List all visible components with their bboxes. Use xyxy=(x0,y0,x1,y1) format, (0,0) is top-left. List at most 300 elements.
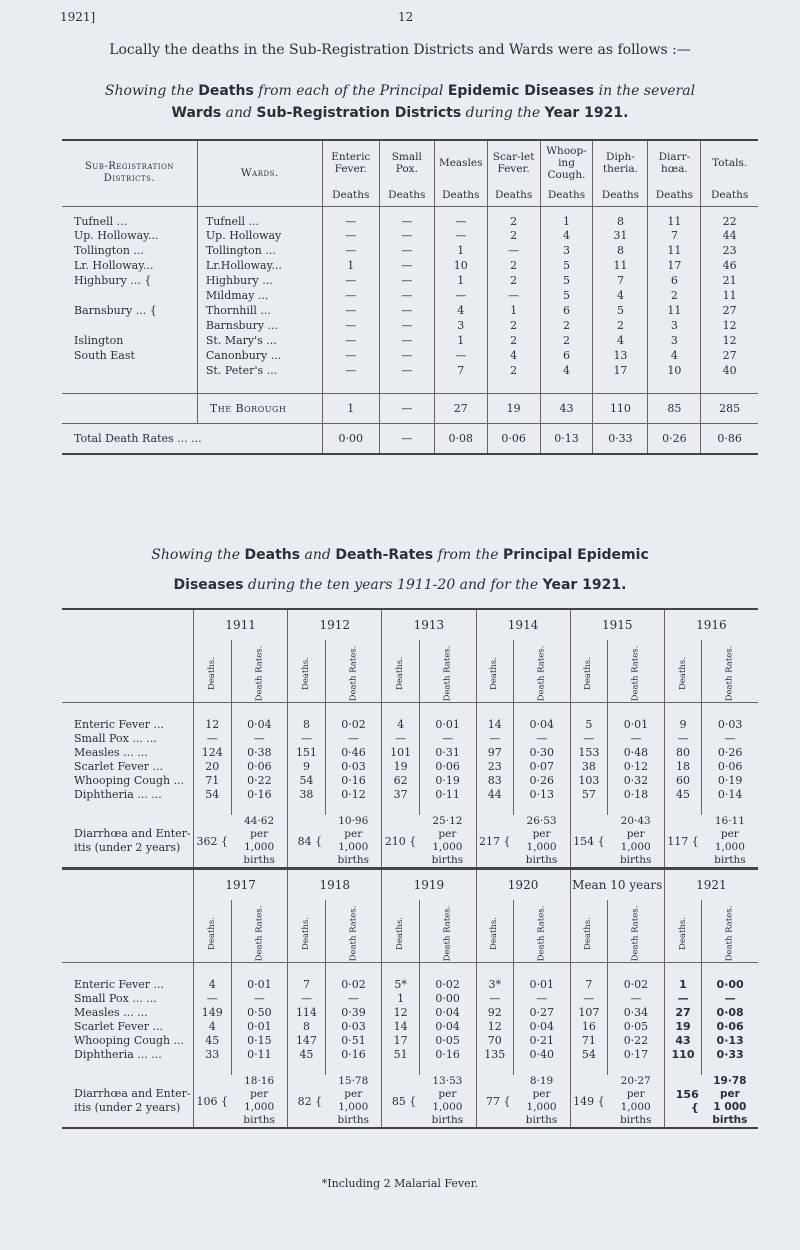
cell: 2 xyxy=(487,273,540,288)
cell: 0·06 xyxy=(231,759,288,773)
disease-row xyxy=(62,1033,758,1047)
cell: 9 xyxy=(288,759,325,773)
year-header: 1911 xyxy=(194,609,288,640)
cell: 4 xyxy=(540,228,593,243)
cell: 51 xyxy=(382,1047,419,1061)
cell: — xyxy=(322,363,379,378)
cell: 2 xyxy=(540,318,593,333)
cell: 77 { xyxy=(476,1075,513,1128)
year-header: Mean 10 years xyxy=(570,869,664,900)
cell: 0·26 xyxy=(513,773,570,787)
cell: 71 xyxy=(570,1033,607,1047)
cell: 13 xyxy=(593,348,648,363)
cell: 151 xyxy=(288,745,325,759)
year-header: 1914 xyxy=(476,609,570,640)
ward-row xyxy=(62,258,758,273)
cell: 0·19 xyxy=(419,773,476,787)
cell: — xyxy=(570,991,607,1005)
cell: 0·03 xyxy=(325,759,382,773)
cell: 2 xyxy=(540,333,593,348)
year-header: 1913 xyxy=(382,609,476,640)
district-name: Lr. Holloway... xyxy=(74,259,154,272)
cell: 0·00 xyxy=(419,991,476,1005)
cell: 0·18 xyxy=(608,787,665,801)
cell: 43 xyxy=(664,1033,701,1047)
cell: 11 xyxy=(593,258,648,273)
cell: 0·06 xyxy=(419,759,476,773)
cell: 80 xyxy=(664,745,701,759)
cell: 0·01 xyxy=(608,717,665,731)
cell: 11 xyxy=(648,303,701,318)
diarrhoea-row xyxy=(62,1075,758,1128)
disease-label: Diphtheria ... ... xyxy=(74,1047,162,1061)
cell: 37 xyxy=(382,787,419,801)
cell: — xyxy=(434,288,487,303)
cell: 54 xyxy=(288,773,325,787)
cell: 5* xyxy=(382,977,419,991)
rates-subheader: Death Rates. xyxy=(442,905,453,961)
cell: 2 xyxy=(487,206,540,228)
cell: — xyxy=(322,318,379,333)
cell: 1 xyxy=(434,333,487,348)
rates-table-1911-1916 xyxy=(62,608,758,869)
deaths-label: Deaths xyxy=(701,184,758,206)
cell: 0·05 xyxy=(608,1019,665,1033)
ward-row xyxy=(62,273,758,288)
disease-row xyxy=(62,1047,758,1061)
cell: 15·78 per 1,000 births xyxy=(337,1075,369,1126)
deaths-label: Deaths xyxy=(593,184,648,206)
ward-row xyxy=(62,206,758,228)
cell: 3 xyxy=(648,333,701,348)
cell: — xyxy=(434,348,487,363)
cell: 147 xyxy=(288,1033,325,1047)
disease-row xyxy=(62,977,758,991)
cell: 0·15 xyxy=(231,1033,288,1047)
cell: — xyxy=(194,731,231,745)
cell: 0·08 xyxy=(702,1005,758,1019)
ward-row xyxy=(62,363,758,378)
cell: 4 xyxy=(593,333,648,348)
cell: 124 xyxy=(194,745,231,759)
cell: — xyxy=(379,348,434,363)
cell: 44 xyxy=(701,228,758,243)
cell: 45 xyxy=(664,787,701,801)
col-wards: Wards. xyxy=(197,140,322,206)
rates-table-1917-1921 xyxy=(62,868,758,1129)
cell: — xyxy=(322,348,379,363)
cell: 0·51 xyxy=(325,1033,382,1047)
cell: 0·46 xyxy=(325,745,382,759)
cell: 19 xyxy=(382,759,419,773)
cell: 46 xyxy=(701,258,758,273)
footnote: *Including 2 Malarial Fever. xyxy=(321,1177,479,1190)
cell: 10 xyxy=(648,363,701,378)
cell: 0·13 xyxy=(702,1033,758,1047)
cell: 54 xyxy=(194,787,231,801)
cell: 154 { xyxy=(570,815,607,868)
cell: 0·01 xyxy=(419,717,476,731)
cell: — xyxy=(382,731,419,745)
deaths-label: Deaths xyxy=(487,184,540,206)
deaths-label: Deaths xyxy=(648,184,701,206)
cell: 6 xyxy=(540,348,593,363)
disease-label: Enteric Fever ... xyxy=(74,977,164,991)
cell: — xyxy=(664,991,701,1005)
cell: 8 xyxy=(593,243,648,258)
ward-row xyxy=(62,318,758,333)
cell: — xyxy=(476,731,513,745)
cell: — xyxy=(608,991,665,1005)
cell: 0·34 xyxy=(608,1005,665,1019)
cell: — xyxy=(379,303,434,318)
disease-label: Whooping Cough ... xyxy=(74,773,185,787)
cell: 7 xyxy=(288,977,325,991)
cell: 217 { xyxy=(476,815,513,868)
cell: 45 xyxy=(288,1047,325,1061)
cell: 7 xyxy=(593,273,648,288)
cell: 83 xyxy=(476,773,513,787)
cell: — xyxy=(702,731,758,745)
cell: 4 xyxy=(593,288,648,303)
table2-caption: Showing the Deaths and Death-Rates from the Principal Epidemic Diseases during the ten years 1911-20 and for the Year 1921. xyxy=(151,547,649,593)
cell: 19 xyxy=(664,1019,701,1033)
cell: 2 xyxy=(487,318,540,333)
year-header: 1921 xyxy=(664,869,758,900)
cell: 60 xyxy=(664,773,701,787)
disease-row xyxy=(62,1005,758,1019)
cell: 4 xyxy=(487,348,540,363)
cell: 0·00 xyxy=(702,977,758,991)
cell: 153 xyxy=(570,745,607,759)
cell: 3 xyxy=(434,318,487,333)
cell: 22 xyxy=(701,206,758,228)
cell: — xyxy=(702,991,758,1005)
cell: 4 xyxy=(648,348,701,363)
cell: 27 xyxy=(664,1005,701,1019)
cell: 10 xyxy=(434,258,487,273)
cell: — xyxy=(570,731,607,745)
cell: 0·07 xyxy=(513,759,570,773)
cell: 0·48 xyxy=(608,745,665,759)
ward-row xyxy=(62,288,758,303)
cell: 21 xyxy=(701,273,758,288)
ward-name: Tollington ... xyxy=(197,243,322,258)
cell: 0·22 xyxy=(231,773,288,787)
year-header: 1912 xyxy=(288,609,382,640)
cell: 2 xyxy=(648,288,701,303)
disease-row xyxy=(62,759,758,773)
wards-deaths-table xyxy=(62,139,758,455)
cell: 10·96 per 1,000 births xyxy=(337,815,369,866)
cell: 17 xyxy=(382,1033,419,1047)
cell: 18 xyxy=(664,759,701,773)
deaths-subheader: Deaths. xyxy=(583,916,594,950)
deaths-subheader: Deaths. xyxy=(300,656,311,690)
cell: — xyxy=(379,258,434,273)
year-header: 1918 xyxy=(288,869,382,900)
cell: 19·78 per 1 000 births xyxy=(712,1075,748,1126)
cell: 0·11 xyxy=(419,787,476,801)
cell: 5 xyxy=(540,258,593,273)
cell: 20·43 per 1,000 births xyxy=(619,815,652,866)
cell: 23 xyxy=(701,243,758,258)
cell: 5 xyxy=(540,273,593,288)
cell: 0·27 xyxy=(513,1005,570,1019)
cell: 44 xyxy=(476,787,513,801)
cell: 1 xyxy=(487,303,540,318)
table1-caption: Showing the Deaths from each of the Principal Epidemic Diseases in the several Wards and Sub-Registration Districts during the Year 1921. xyxy=(104,83,696,121)
cell: — xyxy=(379,243,434,258)
cell: — xyxy=(379,273,434,288)
cell: 40 xyxy=(701,363,758,378)
deaths-label: Deaths xyxy=(434,184,487,206)
cell: 0·02 xyxy=(325,717,382,731)
col-diphtheria: Diph-theria. xyxy=(593,140,648,184)
cell: — xyxy=(434,228,487,243)
deaths-subheader: Deaths. xyxy=(583,656,594,690)
ward-row xyxy=(62,348,758,363)
borough-row: The Borough 1 — 27 19 43 110 85 285 xyxy=(62,394,758,424)
ward-row xyxy=(62,333,758,348)
cell: — xyxy=(379,228,434,243)
intro-text: Locally the deaths in the Sub-Registration Districts and Wards were as follows :— xyxy=(109,42,691,58)
district-name: Barnsbury ... { xyxy=(74,304,157,317)
ward-name: Mildmay ... xyxy=(197,288,322,303)
cell: 7 xyxy=(648,228,701,243)
cell: 117 { xyxy=(664,815,701,868)
cell: 5 xyxy=(540,288,593,303)
ward-name: Lr.Holloway... xyxy=(197,258,322,273)
cell: — xyxy=(325,731,382,745)
disease-label: Scarlet Fever ... xyxy=(74,1019,163,1033)
rates-subheader: Death Rates. xyxy=(724,905,735,961)
deaths-subheader: Deaths. xyxy=(677,916,688,950)
cell: 0·16 xyxy=(325,1047,382,1061)
cell: 3 xyxy=(540,243,593,258)
district-name xyxy=(62,288,197,303)
ward-row xyxy=(62,228,758,243)
disease-label: Scarlet Fever ... xyxy=(74,759,163,773)
cell: 1 xyxy=(434,243,487,258)
cell: 0·12 xyxy=(325,787,382,801)
cell: 0·17 xyxy=(608,1047,665,1061)
page-number: 12 xyxy=(398,10,414,24)
cell: 17 xyxy=(593,363,648,378)
cell: 107 xyxy=(570,1005,607,1019)
diarrhoea-row xyxy=(62,815,758,868)
col-whooping: Whoop-ing Cough. xyxy=(540,140,593,184)
deaths-subheader: Deaths. xyxy=(395,916,406,950)
cell: — xyxy=(476,991,513,1005)
cell: 0·12 xyxy=(608,759,665,773)
cell: 0·50 xyxy=(231,1005,288,1019)
deaths-subheader: Deaths. xyxy=(489,916,500,950)
deaths-subheader: Deaths. xyxy=(206,656,217,690)
rates-subheader: Death Rates. xyxy=(630,905,641,961)
ward-name: Canonbury ... xyxy=(197,348,322,363)
cell: 12 xyxy=(701,333,758,348)
cell: 0·16 xyxy=(231,787,288,801)
cell: 0·30 xyxy=(513,745,570,759)
cell: 14 xyxy=(382,1019,419,1033)
cell: 85 { xyxy=(382,1075,419,1128)
cell: 6 xyxy=(648,273,701,288)
cell: 0·05 xyxy=(419,1033,476,1047)
cell: 17 xyxy=(648,258,701,273)
cell: 0·38 xyxy=(231,745,288,759)
rates-subheader: Death Rates. xyxy=(536,645,547,701)
cell: 0·26 xyxy=(702,745,758,759)
cell: 0·06 xyxy=(702,1019,758,1033)
cell: 2 xyxy=(487,333,540,348)
cell: — xyxy=(664,731,701,745)
cell: 0·22 xyxy=(608,1033,665,1047)
cell: 0·31 xyxy=(419,745,476,759)
cell: 3* xyxy=(476,977,513,991)
ward-row xyxy=(62,243,758,258)
cell: — xyxy=(379,363,434,378)
cell: 82 { xyxy=(288,1075,325,1128)
cell: 8 xyxy=(288,1019,325,1033)
cell: — xyxy=(322,333,379,348)
col-enteric: Enteric Fever. xyxy=(322,140,379,184)
cell: 54 xyxy=(570,1047,607,1061)
ward-name: St. Peter's ... xyxy=(197,363,322,378)
deaths-subheader: Deaths. xyxy=(489,656,500,690)
cell: 92 xyxy=(476,1005,513,1019)
cell: 7 xyxy=(434,363,487,378)
ward-name: Up. Holloway xyxy=(197,228,322,243)
cell: 5 xyxy=(570,717,607,731)
disease-row xyxy=(62,787,758,801)
cell: 1 xyxy=(322,258,379,273)
cell: — xyxy=(513,731,570,745)
disease-row xyxy=(62,731,758,745)
cell: 110 xyxy=(664,1047,701,1061)
cell: — xyxy=(322,273,379,288)
cell: 0·06 xyxy=(702,759,758,773)
cell: 3 xyxy=(648,318,701,333)
cell: 0·16 xyxy=(419,1047,476,1061)
header-year: 1921] xyxy=(60,10,96,24)
cell: 1 xyxy=(382,991,419,1005)
cell: 11 xyxy=(648,243,701,258)
cell: 0·04 xyxy=(513,1019,570,1033)
ward-name: Thornhill ... xyxy=(197,303,322,318)
col-scarlet: Scar-let Fever. xyxy=(487,140,540,184)
rates-subheader: Death Rates. xyxy=(253,645,264,701)
disease-label: Measles ... ... xyxy=(74,1005,148,1019)
cell: 149 xyxy=(194,1005,231,1019)
cell: — xyxy=(487,288,540,303)
cell: 106 { xyxy=(194,1075,231,1128)
cell: 0·04 xyxy=(231,717,288,731)
cell: 156 { xyxy=(664,1075,701,1128)
cell: 2 xyxy=(487,228,540,243)
district-name xyxy=(62,318,197,333)
total-death-rates-row: Total Death Rates ... ... 0·00 — 0·08 0·06 0·13 0·33 0·26 0·86 xyxy=(62,424,758,454)
disease-label: Small Pox ... ... xyxy=(74,731,157,745)
cell: — xyxy=(194,991,231,1005)
cell: 1 xyxy=(540,206,593,228)
ward-name: Barnsbury ... xyxy=(197,318,322,333)
rates-subheader: Death Rates. xyxy=(536,905,547,961)
cell: 33 xyxy=(194,1047,231,1061)
year-header: 1919 xyxy=(382,869,476,900)
cell: 0·04 xyxy=(419,1005,476,1019)
disease-row xyxy=(62,773,758,787)
cell: 114 xyxy=(288,1005,325,1019)
rates-subheader: Death Rates. xyxy=(348,905,359,961)
disease-label: Enteric Fever ... xyxy=(74,717,164,731)
cell: 8 xyxy=(288,717,325,731)
col-diarrhoea: Diarr-hœa. xyxy=(648,140,701,184)
cell: 12 xyxy=(194,717,231,731)
cell: — xyxy=(419,731,476,745)
cell: 26·53 per 1,000 births xyxy=(525,815,558,866)
district-name: Islington xyxy=(74,334,124,347)
cell: — xyxy=(231,991,288,1005)
cell: 23 xyxy=(476,759,513,773)
cell: — xyxy=(379,318,434,333)
ward-name: Tufnell ... xyxy=(197,206,322,228)
disease-row xyxy=(62,745,758,759)
cell: 70 xyxy=(476,1033,513,1047)
cell: 0·21 xyxy=(513,1033,570,1047)
cell: 4 xyxy=(194,1019,231,1033)
cell: 9 xyxy=(664,717,701,731)
cell: 0·04 xyxy=(513,717,570,731)
cell: 149 { xyxy=(570,1075,607,1128)
cell: 57 xyxy=(570,787,607,801)
cell: 8 xyxy=(593,206,648,228)
cell: 62 xyxy=(382,773,419,787)
cell: 31 xyxy=(593,228,648,243)
cell: 20 xyxy=(194,759,231,773)
cell: 101 xyxy=(382,745,419,759)
cell: 12 xyxy=(382,1005,419,1019)
cell: 103 xyxy=(570,773,607,787)
cell: 0·01 xyxy=(513,977,570,991)
deaths-subheader: Deaths. xyxy=(677,656,688,690)
deaths-subheader: Deaths. xyxy=(395,656,406,690)
cell: 38 xyxy=(288,787,325,801)
cell: 362 { xyxy=(194,815,231,868)
cell: — xyxy=(434,206,487,228)
cell: 27 xyxy=(701,303,758,318)
cell: 16 xyxy=(570,1019,607,1033)
ward-row xyxy=(62,303,758,318)
disease-label: Measles ... ... xyxy=(74,745,148,759)
district-name: Highbury ... { xyxy=(74,274,152,287)
cell: 14 xyxy=(476,717,513,731)
year-header: 1915 xyxy=(570,609,664,640)
cell: 0·02 xyxy=(419,977,476,991)
cell: 38 xyxy=(570,759,607,773)
cell: 0·03 xyxy=(325,1019,382,1033)
disease-label: Diphtheria ... ... xyxy=(74,787,162,801)
cell: — xyxy=(325,991,382,1005)
district-name: Tufnell ... xyxy=(74,215,128,228)
cell: — xyxy=(322,288,379,303)
cell: 0·01 xyxy=(231,1019,288,1033)
rates-subheader: Death Rates. xyxy=(724,645,735,701)
deaths-label: Deaths xyxy=(540,184,593,206)
deaths-label: Deaths xyxy=(322,184,379,206)
deaths-subheader: Deaths. xyxy=(300,916,311,950)
disease-label: Small Pox ... ... xyxy=(74,991,157,1005)
